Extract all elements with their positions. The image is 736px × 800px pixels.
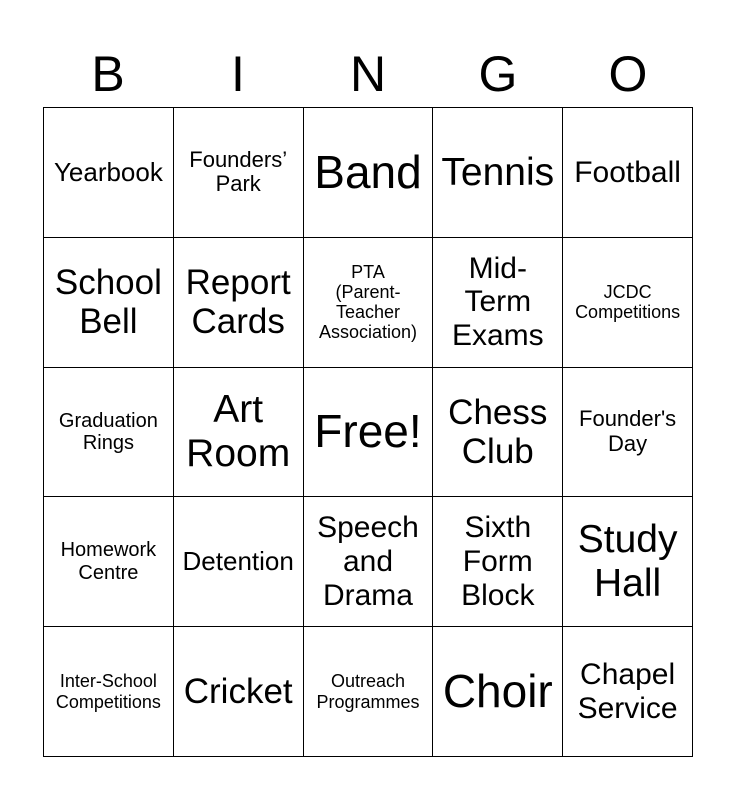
- cell-label: Founder's Day: [579, 406, 677, 456]
- cell-label: Football: [574, 155, 681, 189]
- bingo-cell[interactable]: [174, 627, 304, 757]
- bingo-cell[interactable]: [433, 238, 563, 368]
- cell-label: PTA (Parent- Teacher Association): [318, 261, 418, 343]
- bingo-cell[interactable]: [174, 238, 304, 368]
- header-letter-i: I: [231, 46, 245, 102]
- header-letter-o: O: [608, 46, 648, 102]
- cell-label: Chess Club: [448, 392, 548, 471]
- cell-label: Tennis: [441, 150, 555, 194]
- bingo-cell[interactable]: [44, 108, 174, 238]
- cell-label: Sixth Form Block: [461, 511, 535, 612]
- cell-label: Cricket: [183, 672, 293, 711]
- bingo-cell[interactable]: [174, 108, 304, 238]
- bingo-cell[interactable]: [304, 238, 434, 368]
- cell-label: Choir: [442, 664, 553, 717]
- bingo-cell[interactable]: [563, 627, 693, 757]
- cell-label: Homework Centre: [60, 539, 157, 584]
- bingo-cell[interactable]: [304, 497, 434, 627]
- cell-label: Chapel Service: [577, 658, 678, 725]
- bingo-cell[interactable]: [563, 497, 693, 627]
- cell-label: Graduation Rings: [58, 409, 158, 454]
- cell-label: Yearbook: [53, 156, 163, 187]
- cell-label: Mid- Term Exams: [451, 251, 544, 352]
- bingo-cell[interactable]: [174, 497, 304, 627]
- bingo-cell[interactable]: [433, 497, 563, 627]
- cell-label: Outreach Programmes: [316, 671, 420, 712]
- bingo-header: [43, 40, 693, 108]
- bingo-cell[interactable]: [433, 108, 563, 238]
- bingo-cell[interactable]: [433, 368, 563, 498]
- bingo-cell[interactable]: [44, 368, 174, 498]
- cell-label: Study Hall: [577, 518, 678, 605]
- bingo-cell[interactable]: [44, 238, 174, 368]
- cell-label: JCDC Competitions: [575, 282, 681, 323]
- cell-label: Inter-School Competitions: [55, 671, 161, 712]
- bingo-cell[interactable]: [563, 108, 693, 238]
- bingo-cell[interactable]: [304, 627, 434, 757]
- bingo-cell[interactable]: [563, 238, 693, 368]
- cell-label: Band: [314, 145, 422, 198]
- bingo-grid: [43, 107, 693, 757]
- cell-label: Art Room: [186, 388, 291, 475]
- header-letter-g: G: [478, 46, 518, 102]
- bingo-cell[interactable]: [174, 368, 304, 498]
- free-space-label: Free!: [314, 405, 422, 458]
- free-space-cell[interactable]: [304, 368, 434, 498]
- bingo-cell[interactable]: [304, 108, 434, 238]
- bingo-cell[interactable]: [433, 627, 563, 757]
- header-letter-b: B: [91, 46, 125, 102]
- bingo-cell[interactable]: [563, 368, 693, 498]
- cell-label: School Bell: [54, 263, 162, 342]
- bingo-cell[interactable]: [44, 497, 174, 627]
- cell-label: Founders’ Park: [189, 146, 288, 197]
- cell-label: Detention: [182, 546, 294, 577]
- bingo-cell[interactable]: [44, 627, 174, 757]
- cell-label: Speech and Drama: [317, 511, 419, 612]
- cell-label: Report Cards: [185, 263, 291, 342]
- header-letter-n: N: [349, 46, 387, 102]
